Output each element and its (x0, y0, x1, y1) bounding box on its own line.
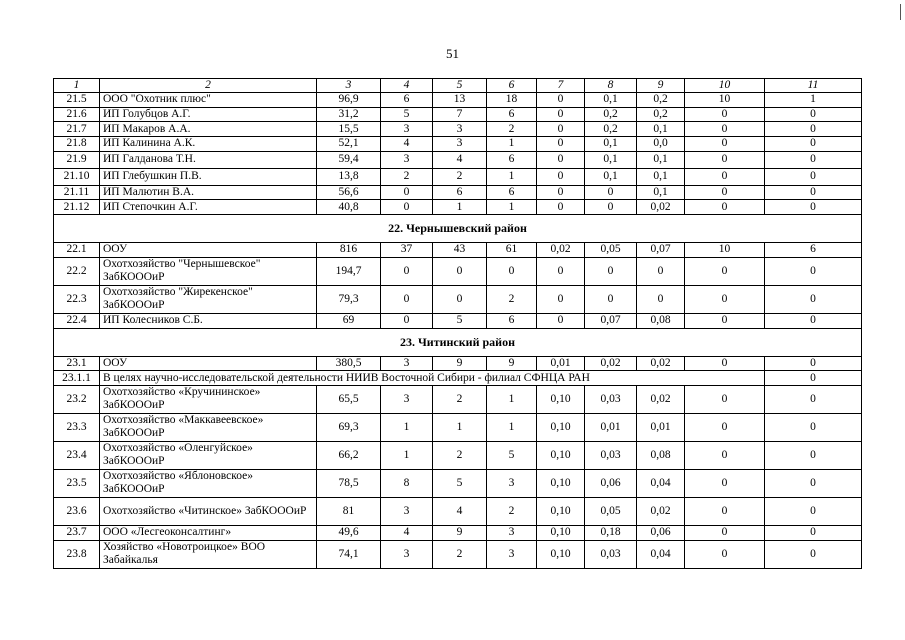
row-number-cell: 23.3 (54, 413, 100, 441)
table-cell: 0 (685, 200, 765, 215)
organization-name-cell: ИП Калинина А.К. (100, 137, 317, 152)
table-cell: 2 (433, 441, 487, 469)
table-cell: 0 (685, 168, 765, 185)
table-cell: 0 (765, 122, 862, 137)
table-cell: 10 (685, 93, 765, 108)
organization-name-cell: ИП Галданова Т.Н. (100, 151, 317, 168)
table-cell: 3 (381, 540, 433, 568)
table-cell: 49,6 (317, 525, 381, 540)
table-cell: 0 (685, 122, 765, 137)
organization-name-cell: ООУ (100, 356, 317, 371)
column-number-header: 4 (381, 79, 433, 93)
table-cell: 69 (317, 313, 381, 328)
table-cell: 0 (765, 107, 862, 122)
organization-name-cell: Охотхозяйство «Читинское» ЗабКОООиР (100, 497, 317, 525)
row-number-cell: 23.6 (54, 497, 100, 525)
row-number-cell: 23.7 (54, 525, 100, 540)
table-row (54, 371, 862, 386)
table-cell: 15,5 (317, 122, 381, 137)
table-cell: 0 (685, 469, 765, 497)
row-number-cell: 23.4 (54, 441, 100, 469)
organization-name-cell: ИП Макаров А.А. (100, 122, 317, 137)
table-cell: 0,06 (585, 469, 637, 497)
table-cell: 0 (537, 285, 585, 313)
table-cell: 1 (433, 200, 487, 215)
table-cell: 0 (537, 168, 585, 185)
table-cell: 56,6 (317, 185, 381, 200)
table-cell: 0,02 (637, 200, 685, 215)
column-number-header: 5 (433, 79, 487, 93)
table-cell: 18 (487, 93, 537, 108)
table-cell: 0 (765, 371, 862, 386)
table-row (54, 137, 862, 152)
table-cell: 1 (487, 413, 537, 441)
table-cell: 2 (381, 168, 433, 185)
table-cell: 31,2 (317, 107, 381, 122)
table-cell: 0 (765, 469, 862, 497)
district-section-title: 23. Читинский район (54, 328, 862, 356)
table-row (54, 540, 862, 568)
table-row (54, 107, 862, 122)
table-cell: 4 (381, 137, 433, 152)
row-number-cell: 23.8 (54, 540, 100, 568)
table-cell: 0 (537, 151, 585, 168)
table-cell: 3 (381, 356, 433, 371)
table-cell: 0,1 (585, 168, 637, 185)
table-cell: 0,1 (637, 168, 685, 185)
table-cell: 3 (381, 151, 433, 168)
table-cell: 2 (487, 497, 537, 525)
table-cell: 81 (317, 497, 381, 525)
table-cell: 0 (433, 285, 487, 313)
row-number-cell: 21.11 (54, 185, 100, 200)
table-row (54, 356, 862, 371)
table-cell: 0 (765, 540, 862, 568)
district-section-row (54, 215, 862, 243)
table-cell: 0,18 (585, 525, 637, 540)
table-cell: 0,02 (637, 385, 685, 413)
table-cell: 1 (487, 385, 537, 413)
table-row (54, 285, 862, 313)
table-row (54, 413, 862, 441)
table-row (54, 151, 862, 168)
table-cell: 2 (433, 385, 487, 413)
table-cell: 1 (381, 413, 433, 441)
table-cell: 0,1 (637, 122, 685, 137)
table-cell: 0 (685, 285, 765, 313)
table-cell: 0 (381, 313, 433, 328)
table-cell: 0 (765, 168, 862, 185)
row-number-cell: 22.4 (54, 313, 100, 328)
table-cell: 61 (487, 243, 537, 258)
table-cell: 5 (381, 107, 433, 122)
hunting-quota-table (53, 78, 862, 569)
table-cell: 0 (381, 200, 433, 215)
table-cell: 37 (381, 243, 433, 258)
table-cell: 0 (537, 93, 585, 108)
table-cell: 0 (765, 356, 862, 371)
table-cell: 0,02 (637, 497, 685, 525)
table-cell: 0,01 (537, 356, 585, 371)
table-cell: 0,05 (585, 497, 637, 525)
table-cell: 0 (585, 200, 637, 215)
table-row (54, 185, 862, 200)
table-cell: 0 (433, 257, 487, 285)
table-cell: 0 (685, 257, 765, 285)
table-cell: 0,1 (585, 137, 637, 152)
table-cell: 6 (381, 93, 433, 108)
table-cell: 5 (433, 313, 487, 328)
table-cell: 0 (685, 137, 765, 152)
table-cell: 10 (685, 243, 765, 258)
table-cell: 9 (433, 356, 487, 371)
table-row (54, 200, 862, 215)
table-cell: 0 (765, 413, 862, 441)
table-cell: 816 (317, 243, 381, 258)
row-number-cell: 23.1 (54, 356, 100, 371)
table-cell: 0 (685, 107, 765, 122)
table-cell: 0,05 (585, 243, 637, 258)
table-cell: 0 (765, 200, 862, 215)
table-cell: 0 (685, 497, 765, 525)
table-cell: 5 (433, 469, 487, 497)
table-cell: 3 (381, 385, 433, 413)
table-row (54, 525, 862, 540)
table-cell: 3 (487, 525, 537, 540)
row-number-cell: 22.1 (54, 243, 100, 258)
table-cell: 78,5 (317, 469, 381, 497)
table-cell: 79,3 (317, 285, 381, 313)
table-cell: 4 (433, 151, 487, 168)
table-cell: 0 (585, 285, 637, 313)
table-cell: 6 (487, 151, 537, 168)
table-cell: 0 (537, 107, 585, 122)
column-number-header: 2 (100, 79, 317, 93)
organization-name-cell: Охотхозяйство «Маккавеевское» ЗабКОООиР (100, 413, 317, 441)
organization-name-cell: ИП Колесников С.Б. (100, 313, 317, 328)
table-cell: 9 (433, 525, 487, 540)
organization-name-cell: Охотхозяйство «Оленгуйское» ЗабКОООиР (100, 441, 317, 469)
table-cell: 0,01 (637, 413, 685, 441)
table-cell: 7 (433, 107, 487, 122)
table-cell: 0 (537, 313, 585, 328)
table-cell: 59,4 (317, 151, 381, 168)
table-cell: 3 (381, 497, 433, 525)
table-cell: 6 (433, 185, 487, 200)
table-row (54, 168, 862, 185)
table-cell: 0,10 (537, 540, 585, 568)
table-row (54, 313, 862, 328)
table-cell: 0,10 (537, 525, 585, 540)
table-row (54, 243, 862, 258)
table-row (54, 385, 862, 413)
column-number-header: 7 (537, 79, 585, 93)
table-cell: 0 (537, 137, 585, 152)
table-cell: 1 (765, 93, 862, 108)
table-cell: 0 (685, 385, 765, 413)
row-number-cell: 21.10 (54, 168, 100, 185)
table-cell: 380,5 (317, 356, 381, 371)
organization-name-cell: ИП Глебушкин П.В. (100, 168, 317, 185)
table-cell: 0,2 (637, 107, 685, 122)
table-cell: 0,01 (585, 413, 637, 441)
page-number: 51 (446, 46, 459, 61)
table-cell: 0 (685, 313, 765, 328)
table-cell: 0 (637, 257, 685, 285)
table-cell: 0,06 (637, 525, 685, 540)
table-row (54, 469, 862, 497)
table-cell: 0 (765, 151, 862, 168)
table-cell: 0,04 (637, 469, 685, 497)
table-cell: 0,07 (585, 313, 637, 328)
row-number-cell: 22.2 (54, 257, 100, 285)
row-number-cell: 21.5 (54, 93, 100, 108)
row-number-cell: 21.6 (54, 107, 100, 122)
table-cell: 0 (381, 257, 433, 285)
table-cell: 0 (765, 137, 862, 152)
table-cell: 0 (381, 185, 433, 200)
row-number-cell: 23.2 (54, 385, 100, 413)
column-number-header: 6 (487, 79, 537, 93)
table-cell: 1 (433, 413, 487, 441)
table-cell: 0 (585, 185, 637, 200)
table-cell: 0 (685, 151, 765, 168)
table-cell: 0,03 (585, 385, 637, 413)
table-cell: 0 (765, 313, 862, 328)
table-cell: 5 (487, 441, 537, 469)
table-cell: 0 (685, 185, 765, 200)
table-cell: 40,8 (317, 200, 381, 215)
table-cell: 0 (381, 285, 433, 313)
table-cell: 0 (765, 257, 862, 285)
row-number-cell: 22.3 (54, 285, 100, 313)
table-cell: 0 (487, 257, 537, 285)
table-cell: 194,7 (317, 257, 381, 285)
table-row (54, 497, 862, 525)
table-cell: 0,08 (637, 313, 685, 328)
table-cell: 0,02 (585, 356, 637, 371)
table-cell: 0 (537, 257, 585, 285)
table-cell: 0,02 (537, 243, 585, 258)
table-cell: 0 (537, 200, 585, 215)
organization-name-cell: Охотхозяйство "Жирекенское" ЗабКОООиР (100, 285, 317, 313)
table-cell: 6 (487, 185, 537, 200)
column-number-header: 3 (317, 79, 381, 93)
table-cell: 6 (487, 107, 537, 122)
table-cell: 13 (433, 93, 487, 108)
district-section-row (54, 328, 862, 356)
table-cell: 3 (487, 469, 537, 497)
table-cell: 1 (487, 200, 537, 215)
table-cell: 0,0 (637, 137, 685, 152)
row-number-cell: 21.7 (54, 122, 100, 137)
table-cell: 52,1 (317, 137, 381, 152)
table-cell: 2 (487, 122, 537, 137)
table-cell: 0 (765, 385, 862, 413)
table-cell: 1 (381, 441, 433, 469)
table-cell: 2 (433, 540, 487, 568)
table-cell: 96,9 (317, 93, 381, 108)
table-cell: 0,2 (585, 107, 637, 122)
organization-name-cell: Охотхозяйство «Кручининское» ЗабКОООиР (100, 385, 317, 413)
table-cell: 0,1 (637, 185, 685, 200)
table-row (54, 122, 862, 137)
table-cell: 9 (487, 356, 537, 371)
row-number-cell: 23.5 (54, 469, 100, 497)
organization-name-cell: ООУ (100, 243, 317, 258)
column-number-header: 8 (585, 79, 637, 93)
table-cell: 0,08 (637, 441, 685, 469)
table-cell: 69,3 (317, 413, 381, 441)
table-cell: 0 (537, 122, 585, 137)
table-cell: 8 (381, 469, 433, 497)
table-cell: 0 (685, 540, 765, 568)
organization-name-cell: ООО "Охотник плюс" (100, 93, 317, 108)
table-cell: 43 (433, 243, 487, 258)
column-number-header-row (54, 79, 862, 93)
purpose-note-cell: В целях научно-исследовательской деятельности НИИВ Восточной Сибири - филиал СФНЦА РАН (100, 371, 765, 386)
table-cell: 0 (685, 441, 765, 469)
scan-edge-mark (900, 4, 901, 20)
organization-name-cell: ИП Степочкин А.Г. (100, 200, 317, 215)
organization-name-cell: ИП Голубцов А.Г. (100, 107, 317, 122)
table-cell: 74,1 (317, 540, 381, 568)
table-cell: 65,5 (317, 385, 381, 413)
table-cell: 0,1 (637, 151, 685, 168)
table-cell: 0,2 (585, 122, 637, 137)
organization-name-cell: ООО «Лесгеоконсалтинг» (100, 525, 317, 540)
table-cell: 0 (537, 185, 585, 200)
table-cell: 0 (765, 497, 862, 525)
table-cell: 3 (487, 540, 537, 568)
table-cell: 0,03 (585, 441, 637, 469)
table-cell: 0,03 (585, 540, 637, 568)
table-cell: 3 (381, 122, 433, 137)
table-cell: 0 (585, 257, 637, 285)
table-row (54, 441, 862, 469)
table-cell: 3 (433, 137, 487, 152)
table-cell: 0,10 (537, 385, 585, 413)
table-cell: 3 (433, 122, 487, 137)
table-cell: 0 (685, 525, 765, 540)
table-cell: 0 (765, 185, 862, 200)
table-body (54, 79, 862, 569)
table-cell: 0,2 (637, 93, 685, 108)
table-cell: 2 (433, 168, 487, 185)
organization-name-cell: ИП Малютин В.А. (100, 185, 317, 200)
row-number-cell: 21.12 (54, 200, 100, 215)
table-cell: 0 (765, 285, 862, 313)
table-cell: 0 (637, 285, 685, 313)
row-number-cell: 21.8 (54, 137, 100, 152)
table-cell: 0,10 (537, 497, 585, 525)
table-cell: 13,8 (317, 168, 381, 185)
table-row (54, 93, 862, 108)
column-number-header: 9 (637, 79, 685, 93)
table-cell: 0,10 (537, 441, 585, 469)
table-cell: 0 (685, 356, 765, 371)
table-cell: 6 (487, 313, 537, 328)
table-cell: 0,10 (537, 413, 585, 441)
table-cell: 0,02 (637, 356, 685, 371)
table-cell: 0 (765, 525, 862, 540)
table-cell: 2 (487, 285, 537, 313)
table-cell: 66,2 (317, 441, 381, 469)
column-number-header: 11 (765, 79, 862, 93)
table-cell: 1 (487, 137, 537, 152)
organization-name-cell: Охотхозяйство «Яблоновское» ЗабКОООиР (100, 469, 317, 497)
row-number-cell: 21.9 (54, 151, 100, 168)
table-cell: 0,10 (537, 469, 585, 497)
district-section-title: 22. Чернышевский район (54, 215, 862, 243)
table-cell: 0,07 (637, 243, 685, 258)
table-cell: 0,1 (585, 93, 637, 108)
column-number-header: 1 (54, 79, 100, 93)
table-cell: 4 (381, 525, 433, 540)
table-cell: 0,04 (637, 540, 685, 568)
table-row (54, 257, 862, 285)
column-number-header: 10 (685, 79, 765, 93)
table-cell: 6 (765, 243, 862, 258)
table-cell: 1 (487, 168, 537, 185)
table-cell: 0 (765, 441, 862, 469)
table-cell: 0 (685, 413, 765, 441)
organization-name-cell: Охотхозяйство "Чернышевское" ЗабКОООиР (100, 257, 317, 285)
organization-name-cell: Хозяйство «Новотроицкое» ВОО Забайкалья (100, 540, 317, 568)
table-cell: 4 (433, 497, 487, 525)
table-cell: 0,1 (585, 151, 637, 168)
row-number-cell: 23.1.1 (54, 371, 100, 386)
